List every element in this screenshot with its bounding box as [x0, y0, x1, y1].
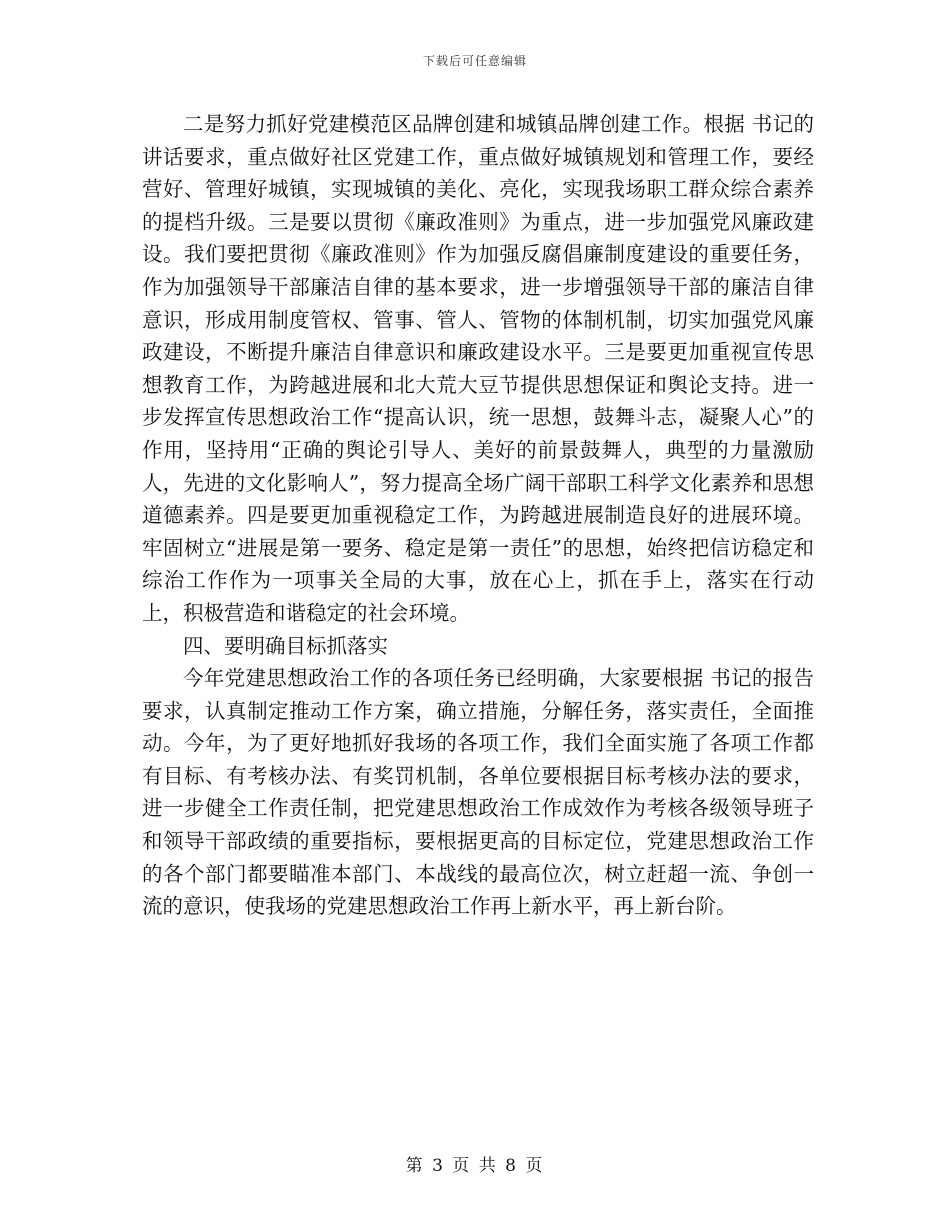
body-paragraph: 今年党建思想政治工作的各项任务已经明确，大家要根据 书记的报告要求，认真制定推动工作方案，确立措施，分解任务，落实责任，全面推动。今年，为了更好地抓好我场的各项工作，我们全面实施了各项工作都有目标、有考核办法、有奖罚机制，各单位要根据目标考核办法的要求，进一步健全工作责任制，把党建思想政治工作成效作为考核各级领导班子和领导干部政绩的重要指标，要根据更高的目标定位，党建思想政治工作的各个部门都要瞄准本部门、本战线的最高位次，树立赶超一流、争创一流的意识，使我场的党建思想政治工作再上新水平，再上新台阶。 — [142, 666, 814, 919]
page-number: 第 3 页 共 8 页 — [405, 1156, 545, 1176]
body-paragraph: 二是努力抓好党建模范区品牌创建和城镇品牌创建工作。根据 书记的讲话要求，重点做好社区党建工作，重点做好城镇规划和管理工作，要经营好、管理好城镇，实现城镇的美化、亮化，实现我场职工群众综合素养的提档升级。三是要以贯彻《廉政准则》为重点，进一步加强党风廉政建设。我们要把贯彻《廉政准则》作为加强反腐倡廉制度建设的重要任务，作为加强领导干部廉洁自律的基本要求，进一步增强领导干部的廉洁自律意识，形成用制度管权、管事、管人、管物的体制机制，切实加强党风廉政建设，不断提升廉洁自律意识和廉政建设水平。三是要更加重视宣传思想教育工作，为跨越进展和北大荒大豆节提供思想保证和舆论支持。进一步发挥宣传思想政治工作“提高认识，统一思想，鼓舞斗志，凝聚人心”的作用，坚持用“正确的舆论引导人、美好的前景鼓舞人，典型的力量激励人，先进的文化影响人”，努力提高全场广阔干部职工科学文化素养和思想道德素养。四是要更加重视稳定工作，为跨越进展制造良好的进展环境。牢固树立“进展是第一要务、稳定是第一责任”的思想，始终把信访稳定和综治工作作为一项事关全局的大事，放在心上，抓在手上，落实在行动上，积极营造和谐稳定的社会环境。 — [142, 112, 814, 625]
document-body — [142, 108, 814, 923]
section-heading: 四、要明确目标抓落实 — [183, 633, 388, 658]
page-header-note: 下载后可任意编辑 — [422, 54, 527, 68]
